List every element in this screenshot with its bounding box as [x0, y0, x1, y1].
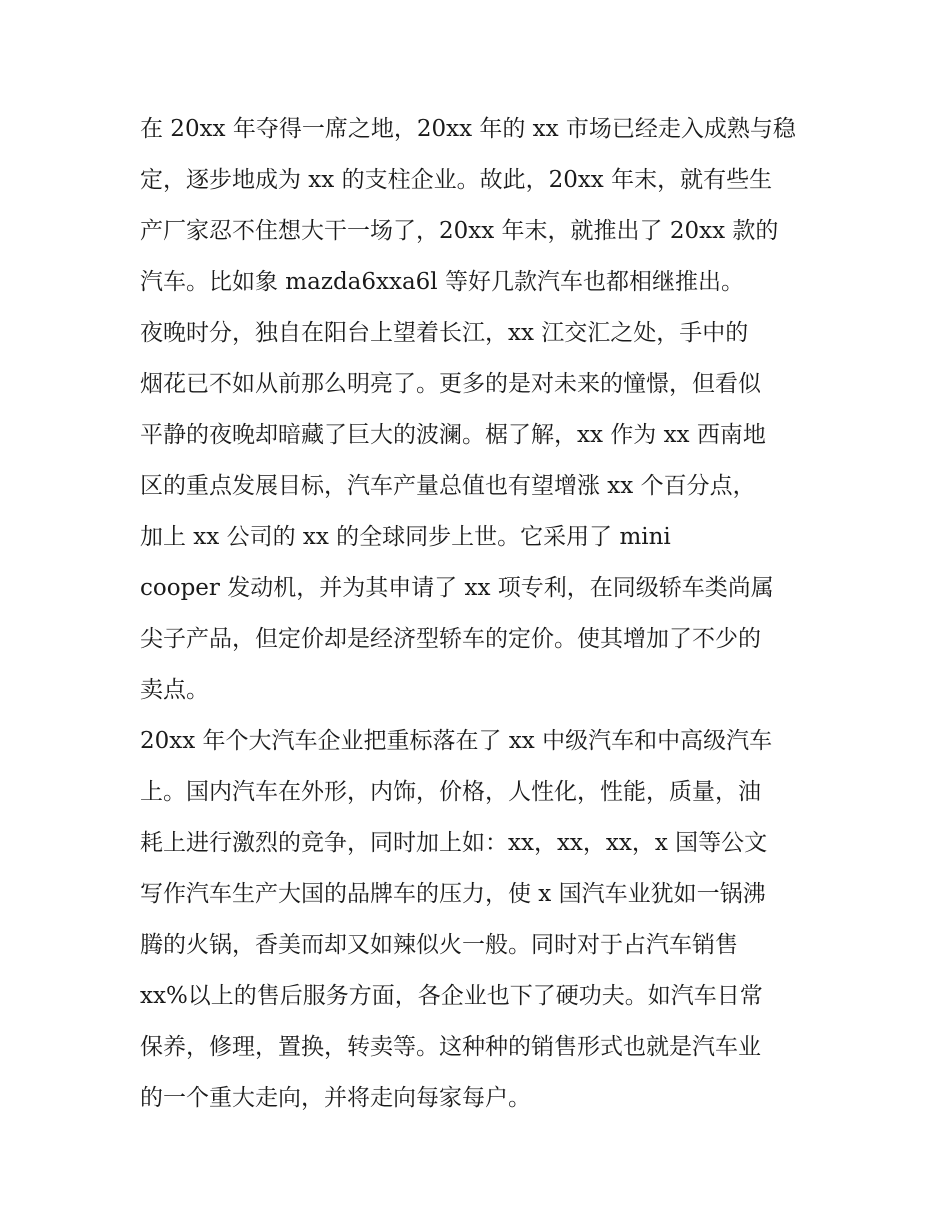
text-line: cooper 发动机，并为其申请了 xx 项专利，在同级轿车类尚属 [140, 575, 774, 601]
text-line: 卖点。 [140, 677, 209, 703]
text-line: 腾的火锅，香美而却又如辣似火一般。同时对于占汽车销售 [140, 932, 738, 958]
text-line: 加上 xx 公司的 xx 的全球同步上世。它采用了 mini [140, 524, 671, 550]
text-line: 尖子产品，但定价却是经济型轿车的定价。使其增加了不少的 [140, 626, 761, 652]
text-line: 平静的夜晚却暗藏了巨大的波澜。椐了解，xx 作为 xx 西南地 [140, 422, 766, 448]
text-line: 写作汽车生产大国的品牌车的压力，使 x 国汽车业犹如一锅沸 [140, 881, 766, 907]
text-line: 上。国内汽车在外形，内饰，价格，人性化，性能，质量，油 [140, 779, 761, 805]
text-line: 的一个重大走向，并将走向每家每户。 [140, 1085, 531, 1111]
text-line: 定，逐步地成为 xx 的支柱企业。故此，20xx 年末，就有些生 [140, 167, 773, 193]
text-line: 20xx 年个大汽车企业把重标落在了 xx 中级汽车和中高级汽车 [140, 728, 773, 754]
text-line: 产厂家忍不住想大干一场了，20xx 年末，就推出了 20xx 款的 [140, 218, 779, 244]
text-line: 保养，修理，置换，转卖等。这种种的销售形式也就是汽车业 [140, 1034, 761, 1060]
text-line: 区的重点发展目标，汽车产量总值也有望增涨 xx 个百分点， [140, 473, 756, 499]
text-line: 在 20xx 年夺得一席之地，20xx 年的 xx 市场已经走入成熟与稳 [140, 116, 796, 142]
text-line: 耗上进行激烈的竞争，同时加上如：xx，xx，xx，x 国等公文 [140, 830, 768, 856]
text-line: xx%以上的售后服务方面，各企业也下了硬功夫。如汽车日常 [140, 983, 763, 1009]
text-line: 烟花已不如从前那么明亮了。更多的是对未来的憧憬，但看似 [140, 371, 761, 397]
text-line: 夜晚时分，独自在阳台上望着长江，xx 江交汇之处，手中的 [140, 320, 749, 346]
text-line: 汽车。比如象 mazda6xxa6l 等好几款汽车也都相继推出。 [140, 269, 744, 295]
body-text [140, 104, 830, 1124]
